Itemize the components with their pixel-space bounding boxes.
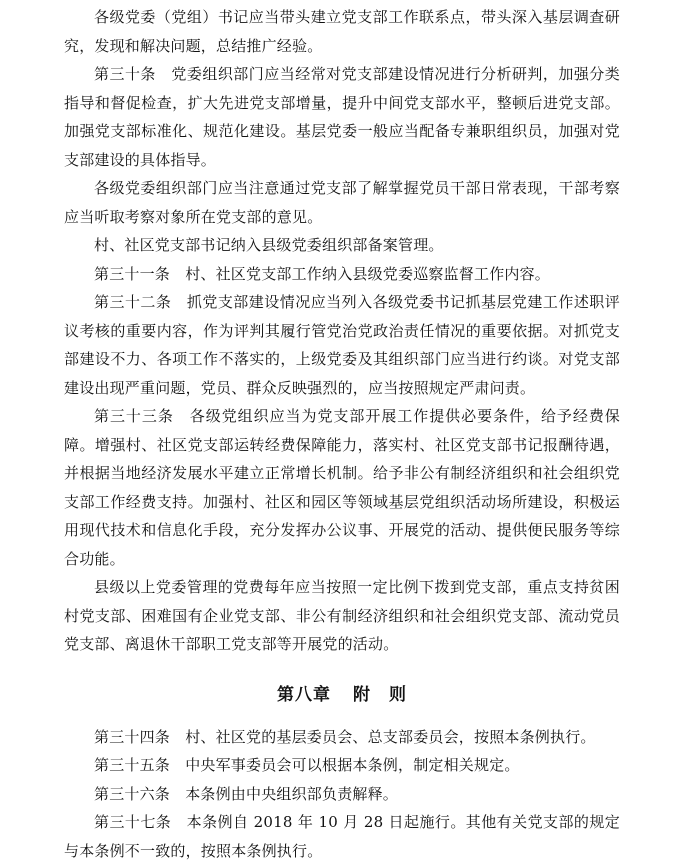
chapter-title: 附 则 xyxy=(353,685,407,705)
paragraph-article-30: 第三十条 党委组织部门应当经常对党支部建设情况进行分析研判，加强分类指导和督促检查，扩大先进党支部增量，提升中间党支部水平，整顿后进党支部。加强党支部标准化、规范化建设。基层党委一般应当配备专兼职组织员，加强对党支部建设的具体指导。 xyxy=(64,60,620,174)
paragraph-article-30-cadre-review: 各级党委组织部门应当注意通过党支部了解掌握党员干部日常表现，干部考察应当听取考察对象所在党支部的意见。 xyxy=(64,174,620,231)
chapter-number: 第八章 xyxy=(277,685,331,705)
paragraph-article-36: 第三十六条 本条例由中央组织部负责解释。 xyxy=(64,780,620,809)
paragraph-article-30-filing: 村、社区党支部书记纳入县级党委组织部备案管理。 xyxy=(64,231,620,260)
articles-section-bottom xyxy=(64,723,620,865)
paragraph-article-37: 第三十七条 本条例自 2018 年 10 月 28 日起施行。其他有关党支部的规定与本条例不一致的，按照本条例执行。 xyxy=(64,808,620,865)
paragraph-article-33: 第三十三条 各级党组织应当为党支部开展工作提供必要条件，给予经费保障。增强村、社区党支部运转经费保障能力，落实村、社区党支部书记报酬待遇，并根据当地经济发展水平建立正常增长机制。给予非公有制经济组织和社会组织党支部工作经费支持。加强村、社区和园区等领域基层党组织活动场所建设，积极运用现代技术和信息化手段，充分发挥办公议事、开展党的活动、提供便民服务等综合功能。 xyxy=(64,402,620,573)
paragraph-article-33-party-fees: 县级以上党委管理的党费每年应当按照一定比例下拨到党支部，重点支持贫困村党支部、困难国有企业党支部、非公有制经济组织和社会组织党支部、流动党员党支部、离退休干部职工党支部等开展党的活动。 xyxy=(64,573,620,659)
paragraph-secretary-contact-point: 各级党委（党组）书记应当带头建立党支部工作联系点，带头深入基层调查研究，发现和解决问题，总结推广经验。 xyxy=(64,3,620,60)
paragraph-article-35: 第三十五条 中央军事委员会可以根据本条例，制定相关规定。 xyxy=(64,751,620,780)
chapter-heading xyxy=(64,683,620,707)
paragraph-article-31: 第三十一条 村、社区党支部工作纳入县级党委巡察监督工作内容。 xyxy=(64,260,620,289)
paragraph-article-32: 第三十二条 抓党支部建设情况应当列入各级党委书记抓基层党建工作述职评议考核的重要内容，作为评判其履行管党治党政治责任情况的重要依据。对抓党支部建设不力、各项工作不落实的，上级党委及其组织部门应当进行约谈。对党支部建设出现严重问题，党员、群众反映强烈的，应当按照规定严肃问责。 xyxy=(64,288,620,402)
articles-section-top xyxy=(64,3,620,659)
paragraph-article-34: 第三十四条 村、社区党的基层委员会、总支部委员会，按照本条例执行。 xyxy=(64,723,620,752)
